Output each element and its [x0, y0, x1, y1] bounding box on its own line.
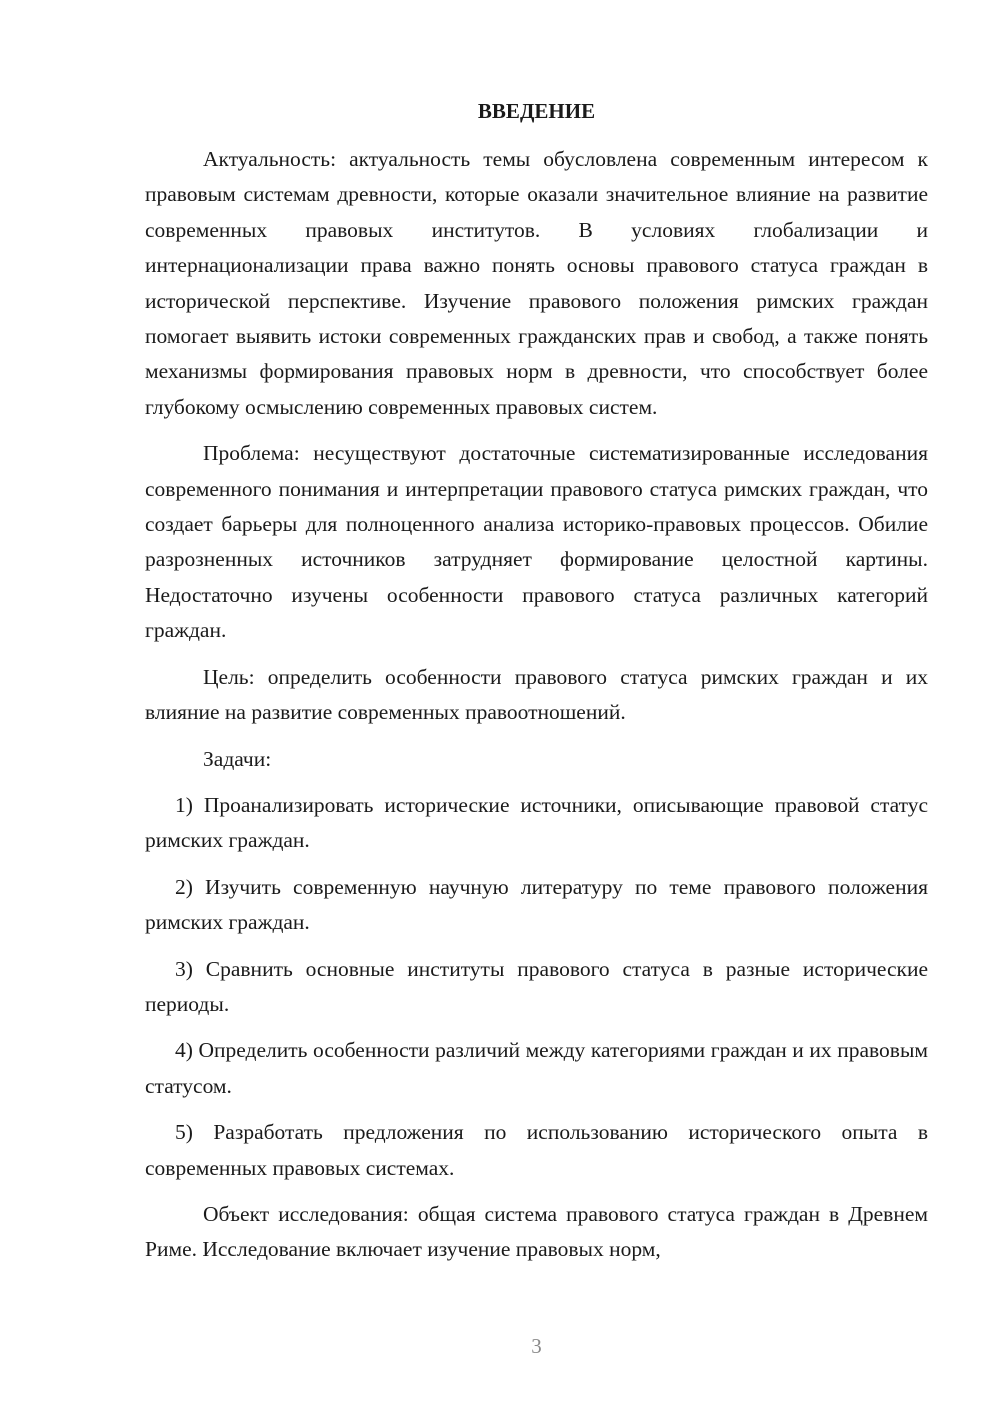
goal-paragraph: Цель: определить особенности правового статуса римских граждан и их влияние на развитие современных правоотношений.	[145, 664, 928, 725]
page-number: 3	[531, 1334, 542, 1358]
document-page	[145, 0, 928, 1414]
task-item-4: 4) Определить особенности различий между категориями граждан и их правовым статусом.	[145, 1038, 928, 1098]
relevance-paragraph: Актуальность: актуальность темы обусловлена современным интересом к правовым системам древности, которые оказали значительное влияние на развитие современных правовых институтов. В условиях глобализации и интернационализации права важно понять основы правового статуса граждан в исторической перспективе. Изучение правового положения римских граждан помогает выявить истоки современных гражданских прав и свобод, а также понять механизмы формирования правовых норм в древности, что способствует более глубокому осмыслению современных правовых систем.	[145, 147, 928, 419]
task-item-2: 2) Изучить современную научную литературу по теме правового положения римских граждан.	[145, 874, 928, 935]
object-paragraph: Объект исследования: общая система правового статуса граждан в Древнем Риме. Исследование включает изучение правовых норм,	[145, 1201, 928, 1262]
tasks-heading: Задачи:	[203, 746, 272, 771]
task-item-3: 3) Сравнить основные институты правового статуса в разные исторические периоды.	[145, 956, 928, 1016]
task-item-5: 5) Разработать предложения по использованию исторического опыта в современных правовых системах.	[145, 1120, 928, 1180]
document-body	[145, 142, 928, 1279]
problem-paragraph: Проблема: несуществуют достаточные систематизированные исследования современного понимания и интерпретации правового статуса римских граждан, что создает барьеры для полноценного анализа историко-правовых процессов. Обилие разрозненных источников затрудняет формирование целостной картины. Недостаточно изучены особенности правового статуса различных категорий граждан.	[145, 441, 928, 643]
task-item-1: 1) Проанализировать исторические источники, описывающие правовой статус римских граждан.	[145, 792, 928, 853]
section-title: ВВЕДЕНИЕ	[477, 99, 596, 123]
